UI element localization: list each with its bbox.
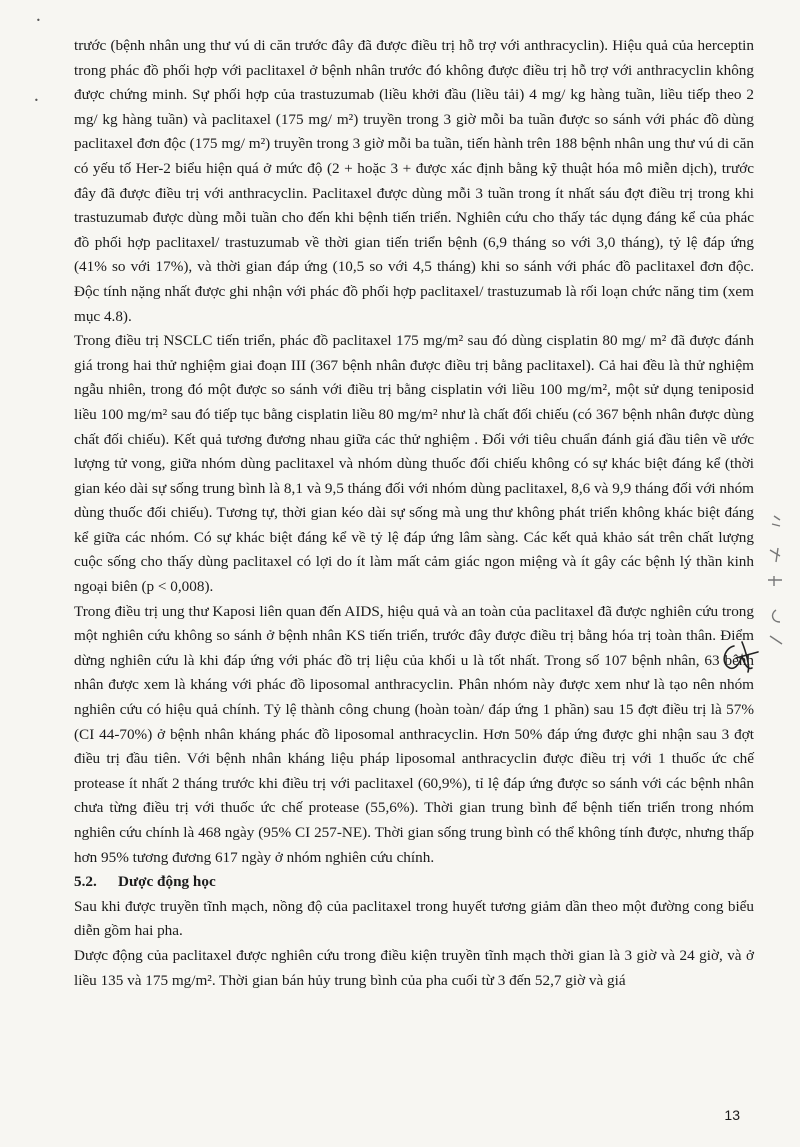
document-body xyxy=(74,34,754,993)
handwritten-signature xyxy=(716,636,764,676)
paragraph-kaposi: Trong điều trị ung thư Kaposi liên quan đến AIDS, hiệu quả và an toàn của paclitaxel đã được nghiên cứu trong một nghiên cứu không so sánh ở bệnh nhân KS tiến triển, trước đây được điều trị bằng hóa trị toàn thân. Điểm dừng nghiên cứu là khi đáp ứng với phác đồ trị liệu của khối u là tốt nhất. Trong số 107 bệnh nhân, 63 bệnh nhân được xem là kháng với phác đồ liposomal anthracyclin. Phân nhóm này được xem như là tạo nên nhóm nghiên cứu có hiệu quả chính. Tỷ lệ thành công chung (hoàn toàn/ đáp ứng 1 phần) sau 15 đợt điều trị là 57% (CI 44-70%) ở bệnh nhân kháng phác đồ liposomal anthracyclin. Hơn 50% đáp ứng được ghi nhận sau 3 đợt điều trị đầu tiên. Với bệnh nhân kháng liệu pháp liposomal anthracyclin được điều trị với 1 thuốc ức chế protease ít nhất 2 tháng trước khi điều trị với paclitaxel (60,9%), tỉ lệ đáp ứng được so sánh với các bệnh nhân chưa từng điều trị với thuốc ức chế protease (55,6%). Thời gian trung bình để bệnh tiến triển trong nhóm nghiên cứu chính là 468 ngày (95% CI 257-NE). Thời gian sống trung bình có thể không tính được, nhưng thấp hơn 95% tương đương 617 ngày ở nhóm nghiên cứu chính. xyxy=(74,602,754,866)
paragraph-pk-intro: Sau khi được truyền tĩnh mạch, nồng độ của paclitaxel trong huyết tương giảm dần theo một đường cong biểu diễn gồm hai pha. xyxy=(74,897,754,940)
scan-speck: • xyxy=(36,16,41,25)
paragraph-herceptin: trước (bệnh nhân ung thư vú di căn trước đây đã được điều trị hỗ trợ với anthracyclin). Hiệu quả của herceptin trong phác đồ phối hợp với paclitaxel ở bệnh nhân trước đó không được điều trị hỗ trợ với anthracyclin không được chứng minh. Sự phối hợp của trastuzumab (liều khởi đầu (liều tải) 4 mg/ kg hàng tuần, liều tiếp theo 2 mg/ kg hàng tuần) và paclitaxel (175 mg/ m²) truyền trong 3 giờ mỗi ba tuần được so sánh với phác đồ dùng paclitaxel đơn độc (175 mg/ m²) truyền trong 3 giờ mỗi ba tuần, tiến hành trên 188 bệnh nhân ung thư vú di căn có yếu tố Her-2 biểu hiện quá ở mức độ (2 + hoặc 3 + được xác định bằng kỹ thuật hóa mô miễn dịch), trước đây đã được điều trị với anthracyclin. Paclitaxel được dùng mỗi 3 tuần trong ít nhất sáu đợt điều trị trong khi trastuzumab được dùng mỗi tuần cho đến khi bệnh tiến triển. Nghiên cứu cho thấy tác dụng đáng kể của phác đồ phối hợp paclitaxel/ trastuzumab về thời gian tiến triển bệnh (6,9 tháng so với 3,0 tháng), tỷ lệ đáp ứng (41% so với 17%), và thời gian đáp ứng (10,5 so với 4,5 tháng) khi so sánh với phác đồ paclitaxel đơn độc. Độc tính nặng nhất được ghi nhận với phác đồ phối hợp paclitaxel/ trastuzumab là rối loạn chức năng tim (xem mục 4.8). xyxy=(74,37,754,325)
page-number: 13 xyxy=(724,1107,740,1123)
paragraph-pk-detail: Dược động của paclitaxel được nghiên cứu trong điều kiện truyền tĩnh mạch thời gian là 3 giờ và 24 giờ, và ở liều 135 và 175 mg/m². Thời gian bán hủy trung bình của pha cuối từ 3 đến 52,7 giờ và giá xyxy=(74,946,754,989)
section-title: Dược động học xyxy=(118,873,216,891)
paragraph-nsclc: Trong điều trị NSCLC tiến triển, phác đồ paclitaxel 175 mg/m² sau đó dùng cisplatin 80 mg/ m² đã được đánh giá trong hai thử nghiệm giai đoạn III (367 bệnh nhân được điều trị bằng paclitaxel). Cả hai đều là thử nghiệm ngẫu nhiên, trong đó một được so sánh với điều trị bằng cisplatin với liều 100 mg/m², một sử dụng teniposid liều 100 mg/m² sau đó tiếp tục bằng cisplatin liều 80 mg/m² như là chất đối chiếu (có 367 bệnh nhân được dùng chất đối chiếu). Kết quả tương đương nhau giữa các thử nghiệm . Đối với tiêu chuẩn đánh giá đầu tiên về ước lượng tử vong, giữa nhóm dùng paclitaxel và nhóm dùng thuốc đối chiếu không có sự khác biệt đáng kể (thời gian kéo dài sự sống trung bình là 8,1 và 9,5 tháng đối với nhóm dùng paclitaxel, 8,6 và 9,9 tháng đối với nhóm dùng thuốc đối chiếu). Tương tự, thời gian kéo dài sự sống mà ung thư không phát triển không khác biệt đáng kể giữa các nhóm. Có sự khác biệt đáng kể về tỷ lệ đáp ứng lâm sàng. Các kết quả khảo sát trên chất lượng cuộc sống cho thấy dùng paclitaxel có lợi do ít làm mất cảm giác ngon miệng và ít gây các bệnh lý thần kinh ngoại biên (p < 0,008). xyxy=(74,332,754,596)
section-heading xyxy=(74,870,754,895)
section-number: 5.2. xyxy=(74,873,97,891)
scan-speck: • xyxy=(34,96,39,105)
margin-ink-marks xyxy=(760,510,796,650)
